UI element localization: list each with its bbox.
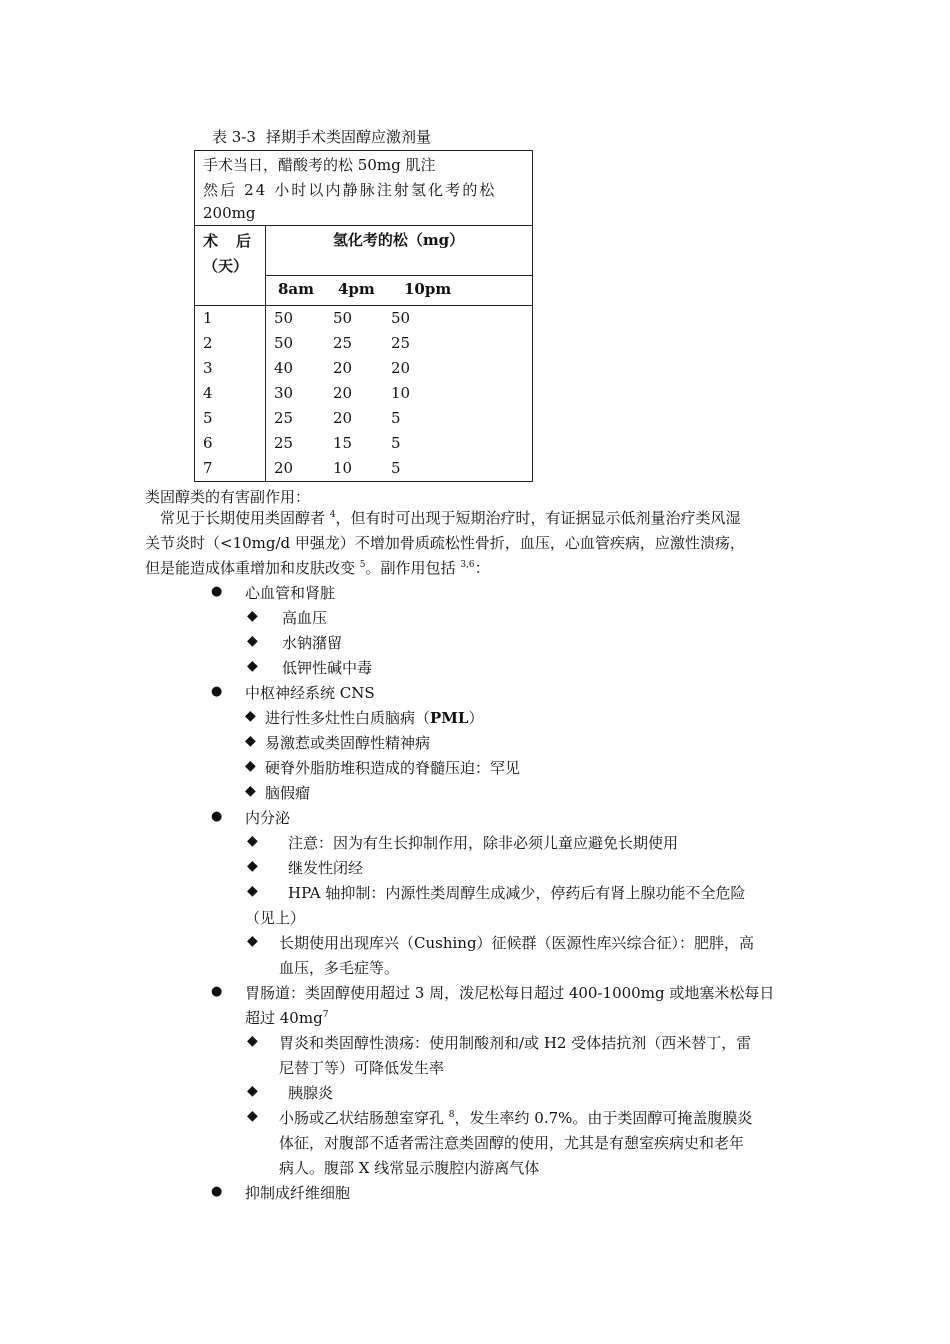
table-intro-line: 然后 24 小时以内静脉注射氢化考的松: [203, 181, 497, 199]
table-cell-dose: 25: [274, 409, 294, 427]
table-cell-day: 3: [203, 359, 213, 377]
diamond-icon: ◆: [247, 1033, 258, 1049]
table-cell-dose: 5: [391, 409, 401, 427]
header-post-op: 术后: [203, 232, 270, 250]
sub-item: 胃炎和类固醇性溃疡：使用制酸剂和/或 H2 受体拮抗剂（西米替丁，雷: [279, 1034, 752, 1052]
sub-item: 注意：因为有生长抑制作用，除非必须儿童应避免长期使用: [288, 834, 679, 852]
sub-item-continuation: （见上）: [245, 909, 306, 927]
table-divider: [195, 305, 532, 306]
table-number: 表 3-3: [212, 128, 256, 146]
table-cell-dose: 20: [333, 384, 353, 402]
list-item-gi-continuation: [245, 1007, 328, 1028]
diamond-icon: ◆: [247, 858, 258, 874]
header-time-4pm: 4pm: [338, 280, 375, 298]
table-cell-dose: 20: [274, 459, 294, 477]
diamond-icon: ◆: [247, 608, 258, 624]
table-intro-line: 手术当日，醋酸考的松 50mg 肌注: [203, 156, 436, 174]
bullet-icon: ●: [211, 1184, 223, 1199]
table-title: 择期手术类固醇应激剂量: [265, 128, 431, 146]
diamond-icon: ◆: [247, 658, 258, 674]
sub-item-continuation: 病人。腹部 X 线常显示腹腔内游离气体: [279, 1159, 540, 1177]
text-span: 常见于长期使用类固醇者: [160, 509, 326, 527]
sub-item: 低钾性碱中毒: [282, 659, 373, 677]
table-cell-dose: 30: [274, 384, 294, 402]
table-cell-dose: 20: [333, 409, 353, 427]
table-cell-dose: 40: [274, 359, 294, 377]
table-cell-dose: 25: [274, 434, 294, 452]
header-hydrocortisone: 氢化考的松（mg）: [332, 231, 465, 249]
sub-item-continuation: 体征，对腹部不适者需注意类固醇的使用，尤其是有憩室疾病史和老年: [279, 1134, 745, 1152]
diamond-icon: ◆: [247, 933, 258, 949]
table-cell-dose: 10: [333, 459, 353, 477]
sub-item: 高血压: [282, 609, 328, 627]
text-span: PML: [430, 709, 469, 727]
citation: 8: [448, 1110, 455, 1120]
paragraph-line: [145, 556, 810, 581]
sub-item: [265, 707, 483, 728]
citation: 5: [359, 560, 366, 570]
table-cell-day: 5: [203, 409, 213, 427]
text-span: 超过 40mg: [245, 1009, 323, 1027]
table-cell-dose: 15: [333, 434, 353, 452]
list-item-gi: 胃肠道：类固醇使用超过 3 周，泼尼松每日超过 400-1000mg 或地塞米松每日: [245, 984, 775, 1002]
text-span: ，但有时可出现于短期治疗时，有证据显示低剂量治疗类风湿: [335, 509, 741, 527]
diamond-icon: ◆: [247, 633, 258, 649]
text-span: 但是能造成体重增加和皮肤改变: [145, 559, 356, 577]
citation: 3,6: [460, 560, 475, 570]
sub-item: 胰腺炎: [288, 1084, 334, 1102]
list-item-cardio: 心血管和肾脏: [245, 584, 336, 602]
diamond-icon: ◆: [247, 883, 258, 899]
sub-item-continuation: 尼替丁等）可降低发生率: [279, 1059, 445, 1077]
diamond-icon: ◆: [245, 783, 256, 799]
sub-item: 继发性闭经: [288, 859, 364, 877]
diamond-icon: ◆: [247, 1083, 258, 1099]
table-cell-day: 1: [203, 309, 213, 327]
table-cell-dose: 10: [391, 384, 411, 402]
header-time-10pm: 10pm: [404, 280, 452, 298]
list-item-endocrine: 内分泌: [245, 809, 291, 827]
table-cell-dose: 20: [333, 359, 353, 377]
diamond-icon: ◆: [245, 708, 256, 724]
citation: 7: [322, 1010, 329, 1020]
text-span: ）: [468, 709, 484, 727]
diamond-icon: ◆: [247, 1108, 258, 1124]
sub-item: 水钠潴留: [282, 634, 343, 652]
header-time-8am: 8am: [278, 280, 315, 298]
dosage-table: [194, 225, 533, 482]
table-cell-dose: 50: [391, 309, 411, 327]
table-cell-dose: 50: [333, 309, 353, 327]
citation: 4: [329, 510, 336, 520]
table-cell-dose: 20: [391, 359, 411, 377]
sub-item-continuation: 血压，多毛症等。: [279, 959, 400, 977]
table-intro-cell: [194, 150, 533, 226]
table-intro-line: 200mg: [203, 204, 256, 222]
header-post-op-days: [203, 229, 269, 279]
table-divider: [265, 275, 532, 276]
list-item-cns: 中枢神经系统 CNS: [245, 684, 375, 702]
paragraph-line: 关节炎时（<10mg/d 甲强龙）不增加骨质疏松性骨折，血压，心血管疾病，应激性溃疡，: [145, 534, 745, 552]
table-cell-dose: 25: [391, 334, 411, 352]
table-cell-dose: 50: [274, 309, 294, 327]
table-cell-dose: 5: [391, 434, 401, 452]
table-cell-day: 6: [203, 434, 213, 452]
table-cell-day: 7: [203, 459, 213, 477]
text-span: 。副作用包括: [365, 559, 456, 577]
text-span: ，发生率约 0.7%。由于类固醇可掩盖腹膜炎: [454, 1109, 753, 1127]
table-cell-day: 2: [203, 334, 213, 352]
table-cell-dose: 25: [333, 334, 353, 352]
table-cell-dose: 5: [391, 459, 401, 477]
bullet-icon: ●: [211, 984, 223, 999]
sub-item: 脑假瘤: [265, 784, 311, 802]
sub-item: HPA 轴抑制：内源性类周醇生成减少，停药后有肾上腺功能不全危险: [288, 884, 746, 902]
header-days-unit: （天）: [203, 257, 249, 275]
bullet-icon: ●: [211, 809, 223, 824]
bullet-icon: ●: [211, 584, 223, 599]
diamond-icon: ◆: [247, 833, 258, 849]
list-item-fibroblast: 抑制成纤维细胞: [245, 1184, 351, 1202]
text-span: ：: [474, 559, 490, 577]
table-caption: [212, 126, 431, 147]
sub-item: 硬脊外脂肪堆积造成的脊髓压迫：罕见: [265, 759, 521, 777]
sub-item: [279, 1107, 752, 1128]
sub-item: 易激惹或类固醇性精神病: [265, 734, 431, 752]
diamond-icon: ◆: [245, 758, 256, 774]
table-cell-day: 4: [203, 384, 213, 402]
text-span: 进行性多灶性白质脑病（: [265, 709, 431, 727]
text-span: 小肠或乙状结肠憩室穿孔: [279, 1109, 445, 1127]
section-heading: 类固醇类的有害副作用：: [145, 488, 311, 506]
paragraph-line: [145, 506, 810, 531]
sub-item: 长期使用出现库兴（Cushing）征候群（医源性库兴综合征）：肥胖，高: [279, 934, 755, 952]
bullet-icon: ●: [211, 684, 223, 699]
diamond-icon: ◆: [245, 733, 256, 749]
table-cell-dose: 50: [274, 334, 294, 352]
